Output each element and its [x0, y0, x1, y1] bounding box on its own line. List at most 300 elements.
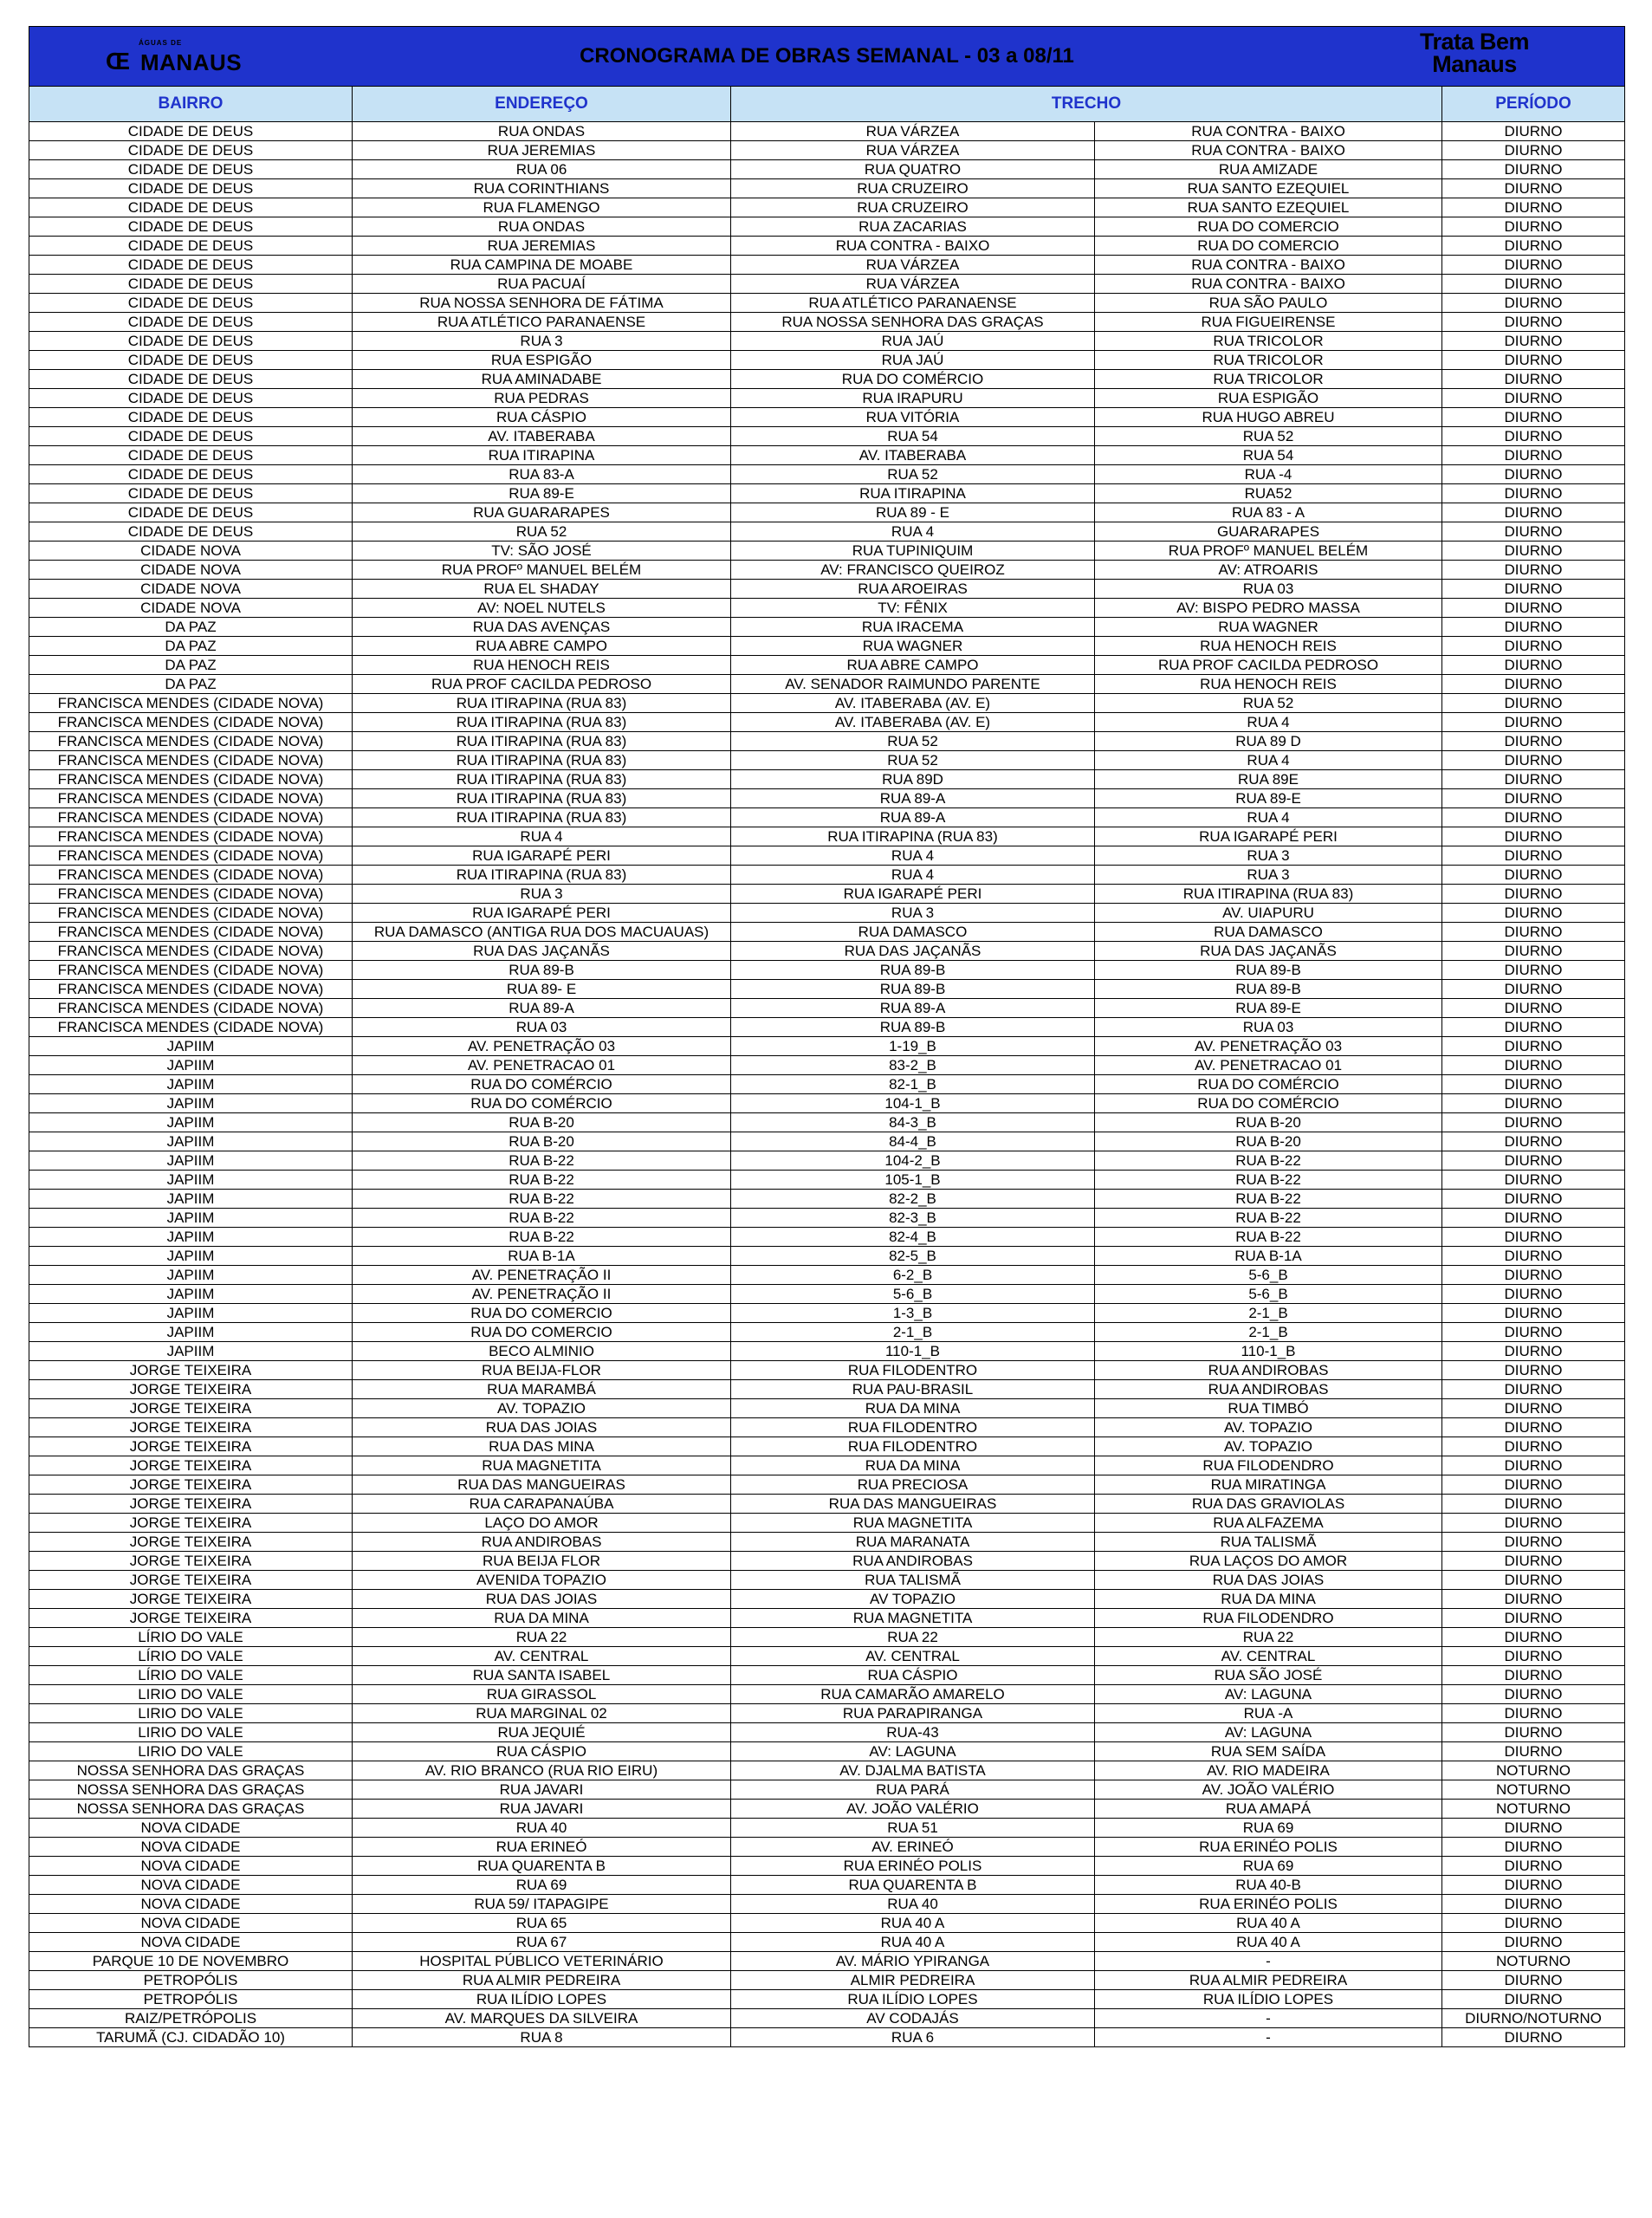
table-row	[29, 1304, 1625, 1323]
cell-trecho-from: RUA DAMASCO	[731, 923, 1095, 942]
cell-trecho-to: RUA 89-E	[1095, 999, 1442, 1018]
table-row	[29, 1571, 1625, 1590]
cell-trecho-to: RUA IGARAPÉ PERI	[1095, 827, 1442, 846]
cell-trecho-to: AV. JOÃO VALÉRIO	[1095, 1780, 1442, 1800]
cell-bairro: PETROPÓLIS	[29, 1971, 353, 1990]
table-row	[29, 618, 1625, 637]
cell-bairro: JAPIIM	[29, 1037, 353, 1056]
cell-periodo: DIURNO	[1442, 904, 1625, 923]
cell-trecho-to: RUA TRICOLOR	[1095, 332, 1442, 351]
cell-periodo: DIURNO	[1442, 1609, 1625, 1628]
table-row	[29, 1742, 1625, 1761]
table-row	[29, 1056, 1625, 1075]
cell-periodo: DIURNO	[1442, 961, 1625, 980]
cell-endereco: RUA PROF CACILDA PEDROSO	[353, 675, 731, 694]
cell-endereco: RUA ITIRAPINA (RUA 83)	[353, 694, 731, 713]
table-row	[29, 846, 1625, 866]
cell-endereco: RUA DA MINA	[353, 1609, 731, 1628]
cell-trecho-to: 5-6_B	[1095, 1285, 1442, 1304]
cell-trecho-from: RUA VÁRZEA	[731, 275, 1095, 294]
table-row	[29, 1037, 1625, 1056]
cell-periodo: NOTURNO	[1442, 1952, 1625, 1971]
cell-periodo: DIURNO	[1442, 294, 1625, 313]
cell-trecho-from: RUA 3	[731, 904, 1095, 923]
column-header-trecho: TRECHO	[731, 87, 1442, 122]
cell-trecho-to: RUA FILODENDRO	[1095, 1609, 1442, 1628]
table-row	[29, 256, 1625, 275]
cell-periodo: DIURNO	[1442, 1228, 1625, 1247]
cell-endereco: RUA DAMASCO (ANTIGA RUA DOS MACUAUAS)	[353, 923, 731, 942]
cell-endereco: RUA DAS MANGUEIRAS	[353, 1475, 731, 1495]
cell-periodo: DIURNO	[1442, 1971, 1625, 1990]
table-row	[29, 2009, 1625, 2028]
cell-trecho-from: RUA ILÍDIO LOPES	[731, 1990, 1095, 2009]
table-row	[29, 1209, 1625, 1228]
cell-trecho-to: 5-6_B	[1095, 1266, 1442, 1285]
cell-endereco: RUA 89-A	[353, 999, 731, 1018]
table-row	[29, 1151, 1625, 1171]
cell-trecho-from: 84-4_B	[731, 1132, 1095, 1151]
cell-endereco: RUA DAS JAÇANÃS	[353, 942, 731, 961]
cell-trecho-to: 2-1_B	[1095, 1304, 1442, 1323]
table-row	[29, 522, 1625, 542]
cell-trecho-to: RUA ILÍDIO LOPES	[1095, 1990, 1442, 2009]
cell-bairro: JORGE TEIXEIRA	[29, 1418, 353, 1437]
cell-bairro: CIDADE DE DEUS	[29, 427, 353, 446]
cell-trecho-from: RUA CÁSPIO	[731, 1666, 1095, 1685]
table-row	[29, 1876, 1625, 1895]
cell-periodo: DIURNO	[1442, 217, 1625, 237]
cell-periodo: DIURNO	[1442, 1552, 1625, 1571]
table-row	[29, 313, 1625, 332]
cell-trecho-from: RUA VÁRZEA	[731, 256, 1095, 275]
cell-periodo: DIURNO	[1442, 141, 1625, 160]
cell-trecho-to: RUA 89-B	[1095, 961, 1442, 980]
cell-trecho-to: RUA B-22	[1095, 1209, 1442, 1228]
cell-periodo: DIURNO	[1442, 1418, 1625, 1437]
cell-periodo: DIURNO	[1442, 1266, 1625, 1285]
cell-endereco: RUA ITIRAPINA (RUA 83)	[353, 732, 731, 751]
cell-endereco: RUA 3	[353, 885, 731, 904]
cell-trecho-to: RUA WAGNER	[1095, 618, 1442, 637]
logo-small-text: ÁGUAS DE	[139, 39, 183, 47]
cell-endereco: AV. PENETRAÇÃO II	[353, 1266, 731, 1285]
table-row	[29, 1475, 1625, 1495]
works-schedule-table	[29, 26, 1625, 2047]
cell-trecho-from: RUA MARANATA	[731, 1533, 1095, 1552]
cell-trecho-to: RUA 40-B	[1095, 1876, 1442, 1895]
cell-periodo: DIURNO	[1442, 1380, 1625, 1399]
cell-periodo: DIURNO	[1442, 808, 1625, 827]
cell-trecho-from: 104-2_B	[731, 1151, 1095, 1171]
cell-trecho-from: RUA ANDIROBAS	[731, 1552, 1095, 1571]
cell-trecho-from: AV. SENADOR RAIMUNDO PARENTE	[731, 675, 1095, 694]
cell-periodo: DIURNO	[1442, 599, 1625, 618]
page-title: CRONOGRAMA DE OBRAS SEMANAL - 03 a 08/11	[580, 44, 1074, 68]
cell-periodo: DIURNO	[1442, 999, 1625, 1018]
table-row	[29, 1399, 1625, 1418]
cell-periodo: DIURNO	[1442, 256, 1625, 275]
cell-periodo: DIURNO	[1442, 1113, 1625, 1132]
table-row	[29, 1228, 1625, 1247]
table-row	[29, 599, 1625, 618]
cell-endereco: RUA CARAPANAÚBA	[353, 1495, 731, 1514]
cell-endereco: RUA B-22	[353, 1209, 731, 1228]
cell-bairro: JORGE TEIXEIRA	[29, 1399, 353, 1418]
table-row	[29, 1495, 1625, 1514]
cell-endereco: RUA JAVARI	[353, 1800, 731, 1819]
trata-line-2: Manaus	[1432, 51, 1517, 77]
logo-name: MANAUS	[140, 49, 243, 75]
cell-bairro: JAPIIM	[29, 1342, 353, 1361]
cell-trecho-to: RUA 52	[1095, 427, 1442, 446]
cell-endereco: RUA BEIJA FLOR	[353, 1552, 731, 1571]
table-row	[29, 694, 1625, 713]
cell-trecho-to: AV. PENETRACAO 01	[1095, 1056, 1442, 1075]
cell-trecho-from: RUA 40 A	[731, 1933, 1095, 1952]
cell-trecho-to: AV. TOPAZIO	[1095, 1437, 1442, 1456]
cell-trecho-from: 82-4_B	[731, 1228, 1095, 1247]
cell-trecho-from: 5-6_B	[731, 1285, 1095, 1304]
cell-endereco: RUA DAS JOIAS	[353, 1418, 731, 1437]
cell-bairro: FRANCISCA MENDES (CIDADE NOVA)	[29, 846, 353, 866]
cell-endereco: RUA ERINEÓ	[353, 1838, 731, 1857]
cell-endereco: RUA 83-A	[353, 465, 731, 484]
cell-periodo: DIURNO	[1442, 408, 1625, 427]
cell-trecho-to: RUA PROF CACILDA PEDROSO	[1095, 656, 1442, 675]
cell-bairro: FRANCISCA MENDES (CIDADE NOVA)	[29, 789, 353, 808]
cell-bairro: DA PAZ	[29, 656, 353, 675]
cell-periodo: DIURNO	[1442, 885, 1625, 904]
table-row	[29, 1857, 1625, 1876]
cell-endereco: AV. ITABERABA	[353, 427, 731, 446]
cell-trecho-to: RUA FIGUEIRENSE	[1095, 313, 1442, 332]
table-row	[29, 808, 1625, 827]
cell-trecho-to: AV. UIAPURU	[1095, 904, 1442, 923]
cell-periodo: DIURNO	[1442, 160, 1625, 179]
cell-endereco: RUA FLAMENGO	[353, 198, 731, 217]
cell-bairro: CIDADE NOVA	[29, 561, 353, 580]
cell-periodo: DIURNO	[1442, 1285, 1625, 1304]
cell-periodo: DIURNO	[1442, 1323, 1625, 1342]
cell-endereco: AV. PENETRAÇÃO II	[353, 1285, 731, 1304]
cell-bairro: FRANCISCA MENDES (CIDADE NOVA)	[29, 713, 353, 732]
table-row	[29, 1838, 1625, 1857]
table-row	[29, 675, 1625, 694]
cell-periodo: DIURNO	[1442, 866, 1625, 885]
cell-endereco: RUA CÁSPIO	[353, 1742, 731, 1761]
cell-trecho-from: RUA ZACARIAS	[731, 217, 1095, 237]
cell-endereco: AVENIDA TOPAZIO	[353, 1571, 731, 1590]
cell-periodo: DIURNO	[1442, 1399, 1625, 1418]
cell-endereco: RUA ESPIGÃO	[353, 351, 731, 370]
cell-trecho-to: RUA 69	[1095, 1819, 1442, 1838]
cell-trecho-from: RUA MAGNETITA	[731, 1514, 1095, 1533]
cell-periodo: DIURNO	[1442, 1990, 1625, 2009]
cell-trecho-from: RUA VITÓRIA	[731, 408, 1095, 427]
table-row	[29, 923, 1625, 942]
cell-bairro: LIRIO DO VALE	[29, 1704, 353, 1723]
cell-trecho-from: AV TOPAZIO	[731, 1590, 1095, 1609]
cell-endereco: RUA B-22	[353, 1151, 731, 1171]
cell-endereco: RUA 22	[353, 1628, 731, 1647]
cell-bairro: FRANCISCA MENDES (CIDADE NOVA)	[29, 770, 353, 789]
cell-bairro: CIDADE DE DEUS	[29, 122, 353, 141]
cell-endereco: RUA 4	[353, 827, 731, 846]
cell-trecho-to: RUA SEM SAÍDA	[1095, 1742, 1442, 1761]
cell-bairro: LÍRIO DO VALE	[29, 1647, 353, 1666]
column-header-row	[29, 87, 1625, 122]
cell-endereco: RUA NOSSA SENHORA DE FÁTIMA	[353, 294, 731, 313]
cell-periodo: DIURNO	[1442, 1857, 1625, 1876]
cell-trecho-from: RUA 51	[731, 1819, 1095, 1838]
cell-trecho-to: RUA 3	[1095, 846, 1442, 866]
table-row	[29, 1723, 1625, 1742]
table-row	[29, 1418, 1625, 1437]
cell-endereco: RUA GIRASSOL	[353, 1685, 731, 1704]
cell-periodo: DIURNO	[1442, 1361, 1625, 1380]
cell-endereco: RUA BEIJA-FLOR	[353, 1361, 731, 1380]
cell-trecho-from: AV. ITABERABA (AV. E)	[731, 694, 1095, 713]
cell-bairro: NOVA CIDADE	[29, 1933, 353, 1952]
cell-endereco: RUA ATLÉTICO PARANAENSE	[353, 313, 731, 332]
cell-endereco: AV. RIO BRANCO (RUA RIO EIRU)	[353, 1761, 731, 1780]
table-row	[29, 580, 1625, 599]
cell-bairro: JAPIIM	[29, 1171, 353, 1190]
table-row	[29, 1685, 1625, 1704]
cell-periodo: DIURNO	[1442, 179, 1625, 198]
cell-trecho-from: RUA PARAPIRANGA	[731, 1704, 1095, 1723]
cell-trecho-from: RUA DAS JAÇANÃS	[731, 942, 1095, 961]
cell-endereco: RUA ABRE CAMPO	[353, 637, 731, 656]
cell-periodo: DIURNO	[1442, 370, 1625, 389]
header-banner	[29, 27, 1625, 87]
cell-trecho-from: RUA JAÚ	[731, 351, 1095, 370]
cell-trecho-from: RUA 40	[731, 1895, 1095, 1914]
table-row	[29, 827, 1625, 846]
cell-trecho-from: AV. ITABERABA (AV. E)	[731, 713, 1095, 732]
cell-bairro: JORGE TEIXEIRA	[29, 1571, 353, 1590]
cell-trecho-from: RUA DAS MANGUEIRAS	[731, 1495, 1095, 1514]
cell-trecho-from: RUA DA MINA	[731, 1399, 1095, 1418]
cell-trecho-to: RUA ESPIGÃO	[1095, 389, 1442, 408]
cell-endereco: RUA ALMIR PEDREIRA	[353, 1971, 731, 1990]
cell-periodo: DIURNO	[1442, 827, 1625, 846]
cell-trecho-to: RUA ANDIROBAS	[1095, 1361, 1442, 1380]
cell-trecho-to: RUA HENOCH REIS	[1095, 675, 1442, 694]
cell-trecho-from: RUA FILODENTRO	[731, 1418, 1095, 1437]
cell-periodo: DIURNO	[1442, 275, 1625, 294]
cell-bairro: FRANCISCA MENDES (CIDADE NOVA)	[29, 694, 353, 713]
cell-trecho-to: RUA TALISMÃ	[1095, 1533, 1442, 1552]
table-row	[29, 2028, 1625, 2047]
cell-trecho-to: RUA DO COMERCIO	[1095, 237, 1442, 256]
table-row	[29, 179, 1625, 198]
cell-trecho-to: AV. PENETRAÇÃO 03	[1095, 1037, 1442, 1056]
cell-trecho-to: RUA DA MINA	[1095, 1590, 1442, 1609]
cell-bairro: CIDADE DE DEUS	[29, 389, 353, 408]
cell-endereco: RUA ONDAS	[353, 217, 731, 237]
cell-trecho-from: AV. CENTRAL	[731, 1647, 1095, 1666]
cell-endereco: RUA 89- E	[353, 980, 731, 999]
cell-bairro: CIDADE DE DEUS	[29, 217, 353, 237]
table-row	[29, 1266, 1625, 1285]
cell-bairro: LIRIO DO VALE	[29, 1685, 353, 1704]
cell-trecho-from: RUA 89-B	[731, 961, 1095, 980]
cell-endereco: RUA 03	[353, 1018, 731, 1037]
cell-endereco: RUA JAVARI	[353, 1780, 731, 1800]
cell-trecho-to: RUA 52	[1095, 694, 1442, 713]
cell-periodo: DIURNO	[1442, 656, 1625, 675]
cell-bairro: FRANCISCA MENDES (CIDADE NOVA)	[29, 885, 353, 904]
cell-bairro: NOVA CIDADE	[29, 1914, 353, 1933]
cell-bairro: FRANCISCA MENDES (CIDADE NOVA)	[29, 1018, 353, 1037]
logo-mark-icon: Œ	[106, 48, 129, 75]
cell-endereco: RUA 06	[353, 160, 731, 179]
cell-trecho-to: -	[1095, 2028, 1442, 2047]
table-row	[29, 1647, 1625, 1666]
cell-trecho-from: RUA PAU-BRASIL	[731, 1380, 1095, 1399]
cell-trecho-from: RUA PRECIOSA	[731, 1475, 1095, 1495]
cell-bairro: JAPIIM	[29, 1151, 353, 1171]
cell-endereco: RUA ITIRAPINA (RUA 83)	[353, 866, 731, 885]
cell-endereco: AV. MARQUES DA SILVEIRA	[353, 2009, 731, 2028]
cell-bairro: CIDADE DE DEUS	[29, 313, 353, 332]
cell-bairro: JAPIIM	[29, 1228, 353, 1247]
cell-trecho-from: RUA 52	[731, 732, 1095, 751]
cell-periodo: DIURNO	[1442, 770, 1625, 789]
cell-bairro: JORGE TEIXEIRA	[29, 1552, 353, 1571]
cell-endereco: RUA DAS JOIAS	[353, 1590, 731, 1609]
cell-trecho-from: RUA CRUZEIRO	[731, 198, 1095, 217]
cell-trecho-from: 110-1_B	[731, 1342, 1095, 1361]
cell-bairro: JORGE TEIXEIRA	[29, 1437, 353, 1456]
cell-periodo: DIURNO	[1442, 1666, 1625, 1685]
cell-trecho-to: RUA SÃO PAULO	[1095, 294, 1442, 313]
cell-trecho-from: RUA 52	[731, 751, 1095, 770]
table-row	[29, 1952, 1625, 1971]
cell-trecho-to: RUA 40 A	[1095, 1933, 1442, 1952]
cell-endereco: RUA 59/ ITAPAGIPE	[353, 1895, 731, 1914]
cell-bairro: FRANCISCA MENDES (CIDADE NOVA)	[29, 808, 353, 827]
table-row	[29, 713, 1625, 732]
cell-periodo: DIURNO	[1442, 732, 1625, 751]
cell-periodo: DIURNO	[1442, 351, 1625, 370]
cell-trecho-to: RUA TRICOLOR	[1095, 351, 1442, 370]
cell-bairro: FRANCISCA MENDES (CIDADE NOVA)	[29, 827, 353, 846]
cell-trecho-to: -	[1095, 2009, 1442, 2028]
cell-trecho-from: ALMIR PEDREIRA	[731, 1971, 1095, 1990]
cell-trecho-to: AV. CENTRAL	[1095, 1647, 1442, 1666]
cell-bairro: CIDADE DE DEUS	[29, 275, 353, 294]
table-row	[29, 1018, 1625, 1037]
cell-trecho-from: RUA DA MINA	[731, 1456, 1095, 1475]
cell-bairro: CIDADE NOVA	[29, 542, 353, 561]
cell-trecho-from: RUA PARÁ	[731, 1780, 1095, 1800]
cell-trecho-from: RUA FILODENTRO	[731, 1437, 1095, 1456]
cell-endereco: RUA B-22	[353, 1190, 731, 1209]
cell-periodo: NOTURNO	[1442, 1780, 1625, 1800]
cell-bairro: JORGE TEIXEIRA	[29, 1495, 353, 1514]
cell-trecho-to: RUA 83 - A	[1095, 503, 1442, 522]
cell-endereco: RUA PACUAÍ	[353, 275, 731, 294]
cell-endereco: RUA DO COMERCIO	[353, 1323, 731, 1342]
cell-bairro: JAPIIM	[29, 1132, 353, 1151]
cell-endereco: RUA ITIRAPINA (RUA 83)	[353, 808, 731, 827]
table-row	[29, 1780, 1625, 1800]
cell-endereco: RUA SANTA ISABEL	[353, 1666, 731, 1685]
table-row	[29, 1380, 1625, 1399]
cell-trecho-to: RUA PROFº MANUEL BELÉM	[1095, 542, 1442, 561]
cell-trecho-to: -	[1095, 1952, 1442, 1971]
cell-periodo: DIURNO	[1442, 237, 1625, 256]
cell-bairro: CIDADE DE DEUS	[29, 198, 353, 217]
cell-periodo: DIURNO	[1442, 751, 1625, 770]
cell-trecho-from: RUA ABRE CAMPO	[731, 656, 1095, 675]
column-header-periodo: PERÍODO	[1442, 87, 1625, 122]
table-row	[29, 1971, 1625, 1990]
cell-periodo: DIURNO	[1442, 522, 1625, 542]
cell-trecho-to: RUA 89-E	[1095, 789, 1442, 808]
table-row	[29, 1190, 1625, 1209]
cell-trecho-to: RUA -A	[1095, 1704, 1442, 1723]
table-row	[29, 198, 1625, 217]
cell-endereco: RUA ITIRAPINA (RUA 83)	[353, 770, 731, 789]
cell-endereco: RUA DAS AVENÇAS	[353, 618, 731, 637]
cell-trecho-to: RUA 89 D	[1095, 732, 1442, 751]
cell-bairro: NOVA CIDADE	[29, 1838, 353, 1857]
cell-bairro: CIDADE DE DEUS	[29, 446, 353, 465]
cell-bairro: JAPIIM	[29, 1094, 353, 1113]
cell-periodo: DIURNO	[1442, 1685, 1625, 1704]
cell-bairro: NOSSA SENHORA DAS GRAÇAS	[29, 1761, 353, 1780]
cell-trecho-from: RUA 4	[731, 846, 1095, 866]
table-row	[29, 1609, 1625, 1628]
table-row	[29, 789, 1625, 808]
cell-bairro: JORGE TEIXEIRA	[29, 1456, 353, 1475]
cell-trecho-to: RUA FILODENDRO	[1095, 1456, 1442, 1475]
cell-endereco: RUA HENOCH REIS	[353, 656, 731, 675]
table-row	[29, 141, 1625, 160]
cell-trecho-from: 2-1_B	[731, 1323, 1095, 1342]
cell-endereco: AV. PENETRACAO 01	[353, 1056, 731, 1075]
cell-trecho-to: RUA DO COMÉRCIO	[1095, 1075, 1442, 1094]
cell-trecho-to: RUA 4	[1095, 808, 1442, 827]
cell-endereco: RUA ILÍDIO LOPES	[353, 1990, 731, 2009]
cell-bairro: JAPIIM	[29, 1323, 353, 1342]
cell-periodo: DIURNO	[1442, 789, 1625, 808]
table-row	[29, 389, 1625, 408]
cell-endereco: RUA JEREMIAS	[353, 237, 731, 256]
table-row	[29, 427, 1625, 446]
table-row	[29, 1800, 1625, 1819]
cell-periodo: DIURNO	[1442, 1514, 1625, 1533]
cell-endereco: RUA MARAMBÁ	[353, 1380, 731, 1399]
cell-periodo: DIURNO	[1442, 1209, 1625, 1228]
cell-trecho-to: AV: BISPO PEDRO MASSA	[1095, 599, 1442, 618]
table-row	[29, 1761, 1625, 1780]
table-row	[29, 999, 1625, 1018]
table-row	[29, 656, 1625, 675]
cell-trecho-from: RUA ATLÉTICO PARANAENSE	[731, 294, 1095, 313]
cell-trecho-to: RUA CONTRA - BAIXO	[1095, 141, 1442, 160]
cell-trecho-to: RUA SANTO EZEQUIEL	[1095, 198, 1442, 217]
cell-endereco: RUA ITIRAPINA (RUA 83)	[353, 789, 731, 808]
table-row	[29, 1342, 1625, 1361]
cell-bairro: NOVA CIDADE	[29, 1876, 353, 1895]
table-row	[29, 503, 1625, 522]
cell-endereco: RUA PROFº MANUEL BELÉM	[353, 561, 731, 580]
